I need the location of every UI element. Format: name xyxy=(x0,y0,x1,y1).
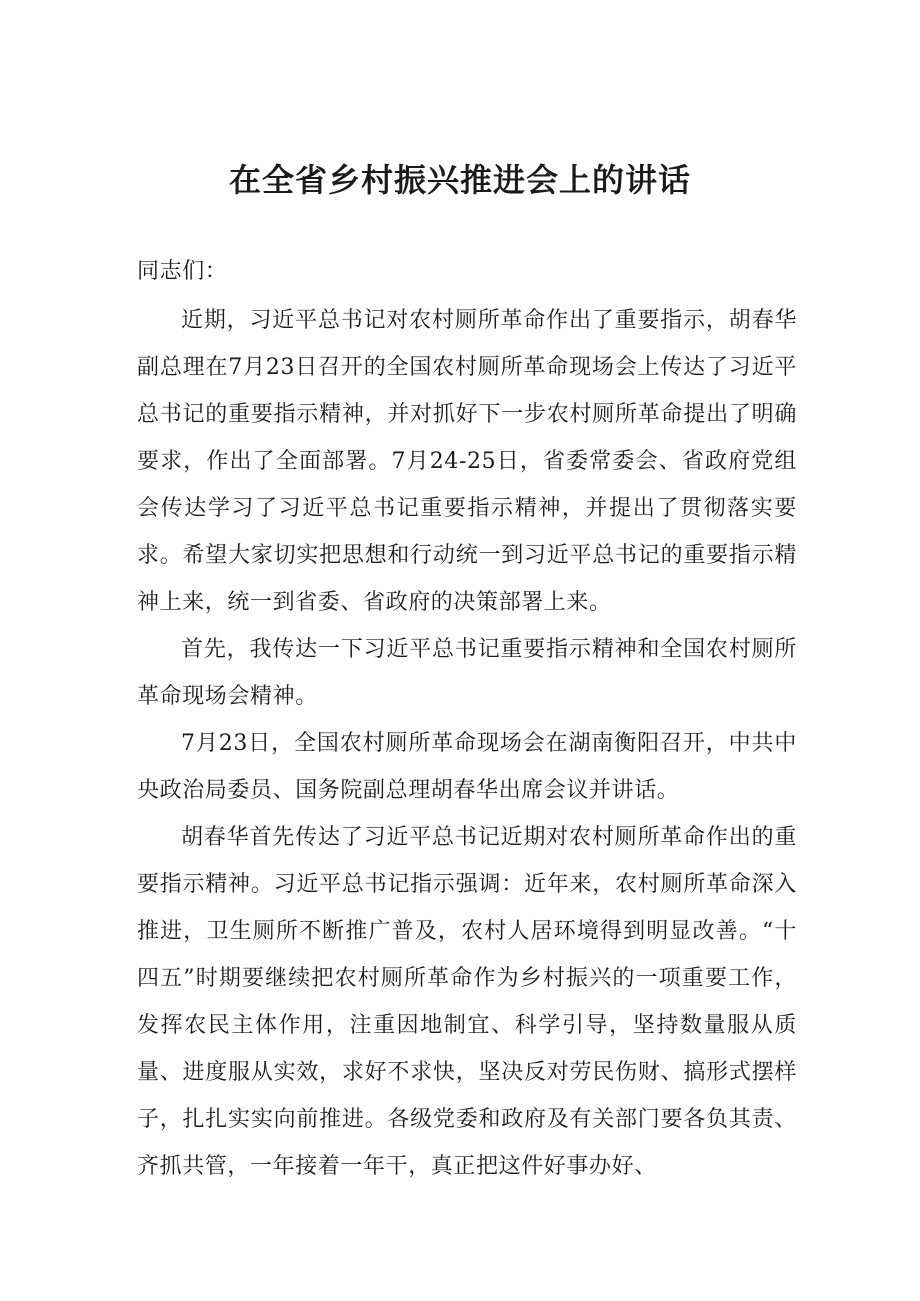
salutation: 同志们： xyxy=(137,259,228,284)
paragraph-3: 7月23日，全国农村厕所革命现场会在湖南衡阳召开，中共中央政治局委员、国务院副总理胡春华出席会议并讲话。 xyxy=(137,731,797,803)
paragraph-1: 近期，习近平总书记对农村厕所革命作出了重要指示，胡春华副总理在7月23日召开的全国农村厕所革命现场会上传达了习近平总书记的重要指示精神，并对抓好下一步农村厕所革命提出了明确要求，作出了全面部署。7月24-25日，省委常委会、省政府党组会传达学习了习近平总书记重要指示精神，并提出了贯彻落实要求。希望大家切实把思想和行动统一到习近平总书记的重要指示精神上来，统一到省委、省政府的决策部署上来。 xyxy=(137,308,797,615)
paragraph-4: 胡春华首先传达了习近平总书记近期对农村厕所革命作出的重要指示精神。习近平总书记指示强调：近年来，农村厕所革命深入推进，卫生厕所不断推广普及，农村人居环境得到明显改善。“十四五”时期要继续把农村厕所革命作为乡村振兴的一项重要工作，发挥农民主体作用，注重因地制宜、科学引导，坚持数量服从质量、进度服从实效，求好不求快，坚决反对劳民伤财、搞形式摆样子，扎扎实实向前推进。各级党委和政府及有关部门要各负其责、齐抓共管，一年接着一年干，真正把这件好事办好、 xyxy=(137,825,797,1179)
document-body xyxy=(137,248,797,1190)
paragraph-2: 首先，我传达一下习近平总书记重要指示精神和全国农村厕所革命现场会精神。 xyxy=(137,637,797,709)
document-title: 在全省乡村振兴推进会上的讲话 xyxy=(228,161,691,199)
